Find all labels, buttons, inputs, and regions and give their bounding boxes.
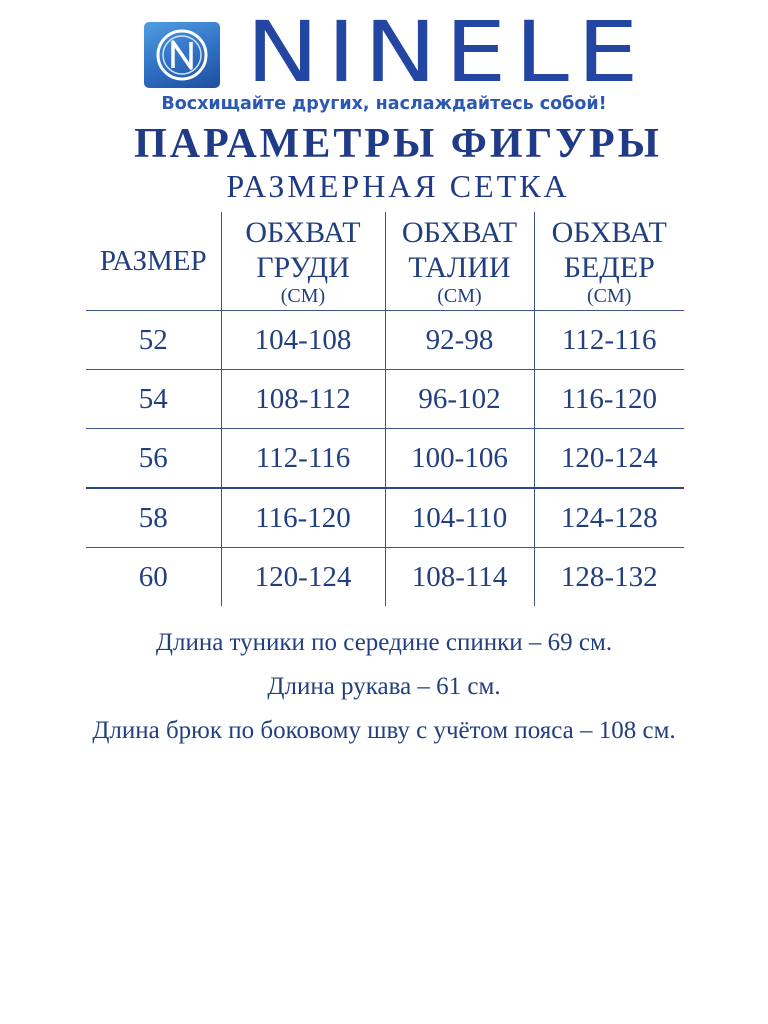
table-row — [86, 548, 684, 607]
header-chest-line1: ОБХВАТ — [245, 216, 361, 249]
header-waist — [385, 212, 534, 311]
cell-waist: 92-98 — [385, 311, 534, 370]
page-title: ПАРАМЕТРЫ ФИГУРЫ — [134, 121, 662, 167]
cell-chest: 104-108 — [221, 311, 385, 370]
cell-chest: 120-124 — [221, 548, 385, 607]
cell-hips: 116-120 — [534, 370, 684, 429]
cell-hips: 128-132 — [534, 548, 684, 607]
header-chest — [221, 212, 385, 311]
table-header-row — [86, 212, 684, 311]
header-waist-line1: ОБХВАТ — [401, 216, 518, 249]
brand-slogan: Восхищайте других, наслаждайтесь собой! — [161, 94, 607, 114]
cell-size: 56 — [86, 429, 221, 489]
header-hips-unit: (СМ) — [587, 285, 632, 307]
cell-hips: 124-128 — [534, 488, 684, 548]
brand-name: NINELE — [246, 3, 647, 101]
logo-n-icon — [144, 22, 220, 88]
size-chart-table — [86, 212, 684, 606]
header-size-label: РАЗМЕР — [99, 244, 207, 277]
cell-waist: 100-106 — [385, 429, 534, 489]
cell-hips: 120-124 — [534, 429, 684, 489]
garment-measurements — [60, 626, 708, 758]
note-sleeve-length: Длина рукава – 61 см. — [267, 673, 501, 700]
cell-waist: 108-114 — [385, 548, 534, 607]
note-tunic-length: Длина туники по середине спинки – 69 см. — [155, 629, 613, 656]
cell-size: 60 — [138, 560, 168, 593]
cell-waist: 96-102 — [385, 370, 534, 429]
cell-hips: 112-116 — [534, 311, 684, 370]
cell-size: 52 — [86, 311, 221, 370]
table-row — [86, 370, 684, 429]
brand-logo — [142, 3, 647, 101]
table-row — [86, 429, 684, 489]
cell-size: 58 — [86, 488, 221, 548]
header-size — [86, 212, 221, 311]
table-row — [86, 488, 684, 548]
header-chest-unit: (СМ) — [280, 285, 326, 307]
header-waist-unit: (СМ) — [437, 285, 482, 307]
header-hips-line1: ОБХВАТ — [551, 216, 667, 249]
cell-chest: 112-116 — [221, 429, 385, 489]
page-subtitle: РАЗМЕРНАЯ СЕТКА — [226, 168, 570, 204]
header-hips — [534, 212, 684, 311]
cell-chest: 108-112 — [221, 370, 385, 429]
header-hips-line2: БЕДЕР — [563, 251, 655, 284]
cell-chest: 116-120 — [221, 488, 385, 548]
cell-size: 54 — [86, 370, 221, 429]
header-chest-line2: ГРУДИ — [256, 251, 350, 284]
header-waist-line2: ТАЛИИ — [408, 251, 511, 284]
cell-waist: 104-110 — [385, 488, 534, 548]
note-trousers-length: Длина брюк по боковому шву с учётом пояса – 108 см. — [92, 717, 676, 744]
table-row — [86, 311, 684, 370]
